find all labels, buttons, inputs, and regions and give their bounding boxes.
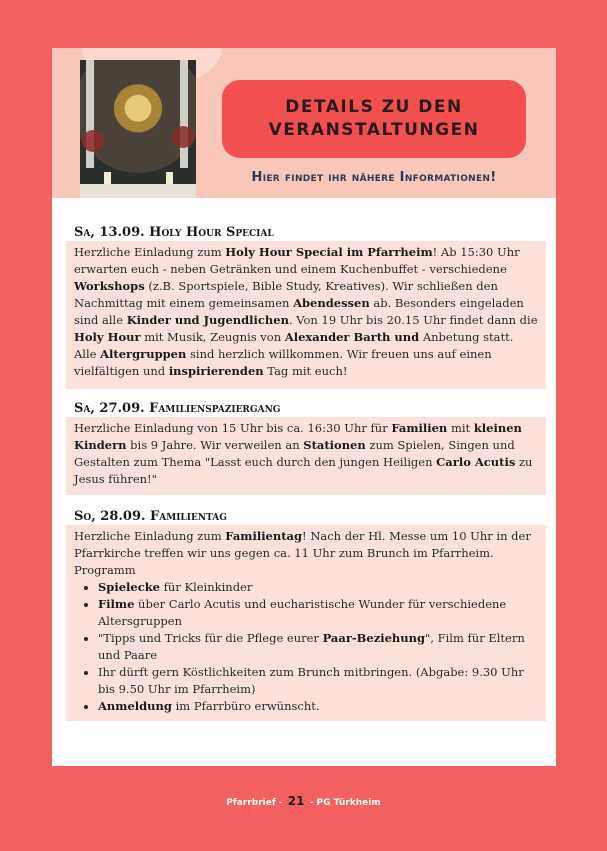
event-box — [66, 241, 546, 389]
program-list — [74, 579, 538, 715]
list-item: • Anmeldung im Pfarrbüro erwünscht. — [98, 698, 538, 715]
list-item: • "Tipps und Tricks für die Pflege eurer Paar-Beziehung", Film für Eltern und Paare — [98, 630, 538, 664]
emphasis-text: Familientag — [225, 529, 303, 543]
title-box — [222, 80, 526, 158]
page-card — [52, 48, 556, 766]
emphasis-text: Spielecke — [98, 580, 161, 594]
page-subtitle: Hier findet ihr nähere Informationen! — [251, 170, 497, 185]
emphasis-text: Holy Hour Special im Pfarrheim — [225, 245, 433, 259]
footer-right: - PG Türkheim — [309, 798, 381, 808]
emphasis-text: Paar-Beziehung — [322, 631, 426, 645]
emphasis-text: Altergruppen — [100, 347, 187, 361]
emphasis-text: Kinder und Jugendlichen — [126, 313, 289, 327]
emphasis-text: kleinen Kindern — [74, 421, 522, 452]
list-item: • Spielecke für Kleinkinder — [98, 579, 538, 596]
emphasis-text: Stationen — [303, 438, 366, 452]
page-title-line2: VERANSTALTUNGEN — [268, 120, 480, 140]
event-title: Sa, 13.09. Holy Hour Special — [74, 225, 274, 240]
header-banner — [52, 48, 556, 198]
page-title-line1: DETAILS ZU DEN — [285, 97, 463, 117]
emphasis-text: inspirierenden — [168, 364, 264, 378]
emphasis-text: Familien — [391, 421, 448, 435]
event-description: Herzliche Einladung zum Holy Hour Special im Pfarrheim! Ab 15:30 Uhr erwarten euch - neben Getränken und einem Kuchenbuffet - verschiedene Workshops (z.B. Sportspiele, Bible Study, Kreatives). Wir schließen den Nachmittag mit einem gemeinsamen Abendessen ab. Besonders eingeladen sind alle Kinder und Jugendlichen. Von 19 Uhr bis 20.15 Uhr findet dann die Holy Hour mit Musik, Zeugnis von Alexander Barth und Anbetung statt. Alle Altergruppen sind herzlich willkommen. Wir freuen uns auf einen vielfältigen und inspirierenden Tag mit euch! — [74, 245, 538, 378]
page-footer — [0, 794, 607, 808]
event-title: Sa, 27.09. Familienspaziergang — [74, 401, 281, 416]
emphasis-text: Workshops — [74, 279, 145, 293]
emphasis-text: Anmeldung — [98, 699, 172, 713]
page-number: 21 — [287, 794, 305, 808]
event-title: So, 28.09. Familientag — [74, 509, 227, 524]
event-description: Herzliche Einladung von 15 Uhr bis ca. 16:30 Uhr für Familien mit kleinen Kindern bis 9 Jahre. Wir verweilen an Stationen zum Spielen, Singen und Gestalten zum Thema "Lasst euch durch den jungen Heiligen Carlo Acutis zu Jesus führen!" — [74, 421, 533, 486]
list-item: • Ihr dürft gern Köstlichkeiten zum Brunch mitbringen. (Abgabe: 9.30 Uhr bis 9.50 Uhr im Pfarrheim) — [98, 664, 538, 698]
emphasis-text: Filme — [98, 597, 135, 611]
monstrance-photo — [80, 60, 196, 198]
event-box — [66, 525, 546, 721]
event-description: Herzliche Einladung zum Familientag! Nach der Hl. Messe um 10 Uhr in der Pfarrkirche treffen wir uns gegen ca. 11 Uhr zum Brunch im Pfarrheim. Programm — [74, 529, 531, 577]
emphasis-text: Holy Hour — [74, 330, 141, 344]
event-box — [66, 417, 546, 495]
list-item: • Filme über Carlo Acutis und eucharistische Wunder für verschiedene Altersgruppen — [98, 596, 538, 630]
footer-left: Pfarrbrief - — [226, 798, 283, 808]
emphasis-text: Abendessen — [293, 296, 370, 310]
emphasis-text: Carlo Acutis — [436, 455, 516, 469]
emphasis-text: Alexander Barth und — [284, 330, 420, 344]
